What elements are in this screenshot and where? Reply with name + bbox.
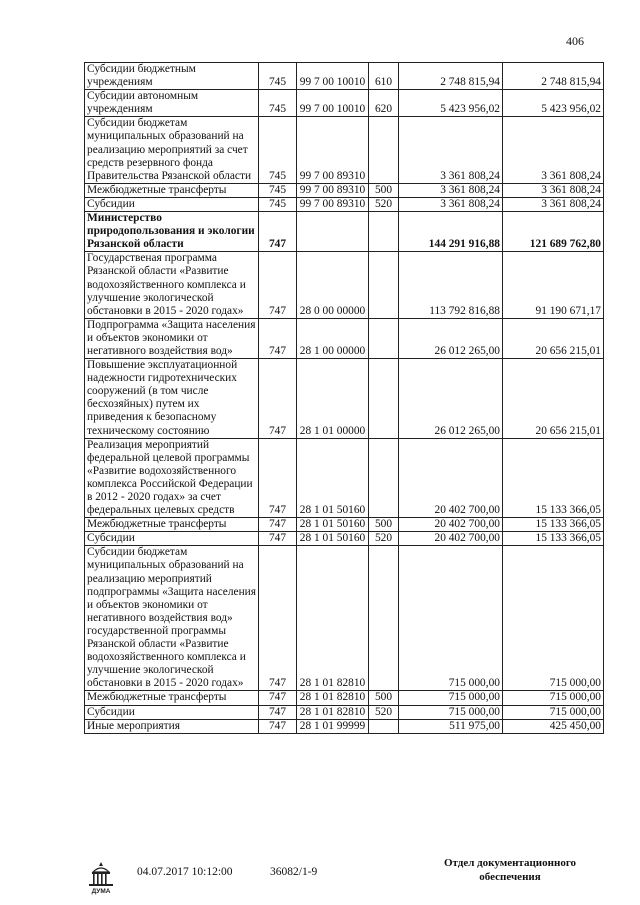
row-amount-executed: 15 133 366,05 <box>503 518 604 532</box>
row-target-article: 28 0 00 00000 <box>297 252 369 318</box>
row-target-article: 28 1 01 82810 <box>297 691 369 705</box>
row-name: Министерство природопользования и экологии Рязанской области <box>85 212 259 252</box>
row-amount-executed: 20 656 215,01 <box>503 359 604 439</box>
row-ministry-code: 745 <box>259 63 297 90</box>
row-amount-approved: 20 402 700,00 <box>399 518 503 532</box>
row-amount-approved: 20 402 700,00 <box>399 438 503 518</box>
row-ministry-code: 747 <box>259 252 297 318</box>
row-expense-type <box>369 318 399 358</box>
table-row <box>85 212 604 252</box>
row-expense-type: 500 <box>369 691 399 705</box>
row-amount-approved: 3 361 808,24 <box>399 117 503 183</box>
row-target-article: 99 7 00 89310 <box>297 117 369 183</box>
footer-department: Отдел документационного обеспечения <box>443 857 577 883</box>
row-name: Государственая программа Рязанской области «Развитие водохозяйственного комплекса и улучшение экологической обстановки в 2015 - 2020 годах» <box>85 252 259 318</box>
row-target-article: 99 7 00 10010 <box>297 63 369 90</box>
row-amount-executed: 3 361 808,24 <box>503 183 604 197</box>
row-expense-type <box>369 438 399 518</box>
row-ministry-code: 747 <box>259 318 297 358</box>
row-expense-type <box>369 359 399 439</box>
row-expense-type <box>369 252 399 318</box>
row-expense-type: 610 <box>369 63 399 90</box>
row-name: Субсидии бюджетным учреждениям <box>85 63 259 90</box>
row-target-article: 99 7 00 10010 <box>297 90 369 117</box>
row-target-article: 99 7 00 89310 <box>297 183 369 197</box>
row-ministry-code: 745 <box>259 183 297 197</box>
row-amount-approved: 113 792 816,88 <box>399 252 503 318</box>
row-expense-type: 620 <box>369 90 399 117</box>
row-name: Субсидии бюджетам муниципальных образований на реализацию мероприятий за счет средств резервного фонда Правительства Рязанской области <box>85 117 259 183</box>
row-ministry-code: 747 <box>259 532 297 546</box>
row-expense-type <box>369 117 399 183</box>
row-name: Субсидии <box>85 532 259 546</box>
row-name: Подпрограмма «Защита населения и объектов экономики от негативного воздействия вод» <box>85 318 259 358</box>
budget-table <box>84 62 604 734</box>
row-name: Повышение эксплуатационной надежности гидротехнических сооружений (в том числе бесхозяйных) путем их приведения к безопасному техническому состоянию <box>85 359 259 439</box>
row-ministry-code: 747 <box>259 705 297 719</box>
row-amount-approved: 715 000,00 <box>399 691 503 705</box>
row-name: Межбюджетные трансферты <box>85 183 259 197</box>
row-expense-type: 520 <box>369 532 399 546</box>
table-row <box>85 197 604 211</box>
table-row <box>85 63 604 90</box>
table-row <box>85 705 604 719</box>
table-row <box>85 359 604 439</box>
row-amount-executed: 20 656 215,01 <box>503 318 604 358</box>
row-amount-executed: 15 133 366,05 <box>503 532 604 546</box>
table-row <box>85 183 604 197</box>
row-amount-approved: 715 000,00 <box>399 705 503 719</box>
row-name: Иные мероприятия <box>85 719 259 733</box>
table-row <box>85 532 604 546</box>
table-row <box>85 518 604 532</box>
row-amount-approved: 3 361 808,24 <box>399 183 503 197</box>
row-amount-executed: 425 450,00 <box>503 719 604 733</box>
row-ministry-code: 747 <box>259 212 297 252</box>
row-ministry-code: 747 <box>259 546 297 691</box>
row-amount-approved: 511 975,00 <box>399 719 503 733</box>
footer-date: 04.07.2017 10:12:00 <box>137 866 233 878</box>
row-expense-type: 520 <box>369 705 399 719</box>
row-amount-executed: 715 000,00 <box>503 705 604 719</box>
row-amount-executed: 5 423 956,02 <box>503 90 604 117</box>
row-ministry-code: 745 <box>259 90 297 117</box>
row-ministry-code: 745 <box>259 197 297 211</box>
row-name: Субсидии бюджетам муниципальных образований на реализацию мероприятий подпрограммы «Защита населения и объектов экономики от негативного воздействия вод» государственной программы Рязанской области «Развитие водохозяйственного комплекса и улучшение экологической обстановки в 2015 - 2020 годах» <box>85 546 259 691</box>
table-row <box>85 90 604 117</box>
row-amount-approved: 5 423 956,02 <box>399 90 503 117</box>
row-target-article: 28 1 01 50160 <box>297 532 369 546</box>
row-name: Реализация мероприятий федеральной целевой программы «Развитие водохозяйственного комплекса Российской Федерации в 2012 - 2020 годах» за счет федеральных целевых средств <box>85 438 259 518</box>
row-amount-executed: 715 000,00 <box>503 546 604 691</box>
row-amount-approved: 26 012 265,00 <box>399 359 503 439</box>
budget-table-body <box>85 63 604 734</box>
table-row <box>85 719 604 733</box>
row-expense-type: 520 <box>369 197 399 211</box>
table-row <box>85 691 604 705</box>
logo-lettering: ДУМА <box>91 888 111 895</box>
row-amount-executed: 15 133 366,05 <box>503 438 604 518</box>
row-amount-approved: 20 402 700,00 <box>399 532 503 546</box>
table-row <box>85 318 604 358</box>
row-amount-executed: 715 000,00 <box>503 691 604 705</box>
table-row <box>85 252 604 318</box>
row-name: Межбюджетные трансферты <box>85 691 259 705</box>
row-target-article: 28 1 01 50160 <box>297 518 369 532</box>
row-name: Субсидии <box>85 705 259 719</box>
row-amount-executed: 2 748 815,94 <box>503 63 604 90</box>
row-target-article: 28 1 01 82810 <box>297 546 369 691</box>
row-ministry-code: 747 <box>259 359 297 439</box>
row-amount-approved: 144 291 916,88 <box>399 212 503 252</box>
row-amount-executed: 91 190 671,17 <box>503 252 604 318</box>
page-number: 406 <box>566 34 584 48</box>
row-amount-approved: 2 748 815,94 <box>399 63 503 90</box>
table-row <box>85 438 604 518</box>
row-expense-type <box>369 212 399 252</box>
table-row <box>85 117 604 183</box>
row-expense-type: 500 <box>369 518 399 532</box>
row-target-article: 28 1 00 00000 <box>297 318 369 358</box>
row-ministry-code: 745 <box>259 117 297 183</box>
row-target-article: 28 1 01 50160 <box>297 438 369 518</box>
row-amount-approved: 3 361 808,24 <box>399 197 503 211</box>
row-amount-approved: 26 012 265,00 <box>399 318 503 358</box>
row-amount-approved: 715 000,00 <box>399 546 503 691</box>
row-name: Субсидии автономным учреждениям <box>85 90 259 117</box>
row-ministry-code: 747 <box>259 518 297 532</box>
row-expense-type <box>369 546 399 691</box>
row-amount-executed: 121 689 762,80 <box>503 212 604 252</box>
row-amount-executed: 3 361 808,24 <box>503 117 604 183</box>
row-expense-type: 500 <box>369 183 399 197</box>
row-ministry-code: 747 <box>259 691 297 705</box>
table-row <box>85 546 604 691</box>
footer-doc-number: 36082/1-9 <box>270 866 318 878</box>
row-target-article: 28 1 01 00000 <box>297 359 369 439</box>
row-ministry-code: 747 <box>259 719 297 733</box>
row-amount-executed: 3 361 808,24 <box>503 197 604 211</box>
page-footer <box>0 850 640 905</box>
row-expense-type <box>369 719 399 733</box>
row-name: Субсидии <box>85 197 259 211</box>
row-target-article <box>297 212 369 252</box>
duma-building-icon <box>84 860 118 896</box>
row-name: Межбюджетные трансферты <box>85 518 259 532</box>
row-ministry-code: 747 <box>259 438 297 518</box>
row-target-article: 28 1 01 99999 <box>297 719 369 733</box>
row-target-article: 99 7 00 89310 <box>297 197 369 211</box>
row-target-article: 28 1 01 82810 <box>297 705 369 719</box>
